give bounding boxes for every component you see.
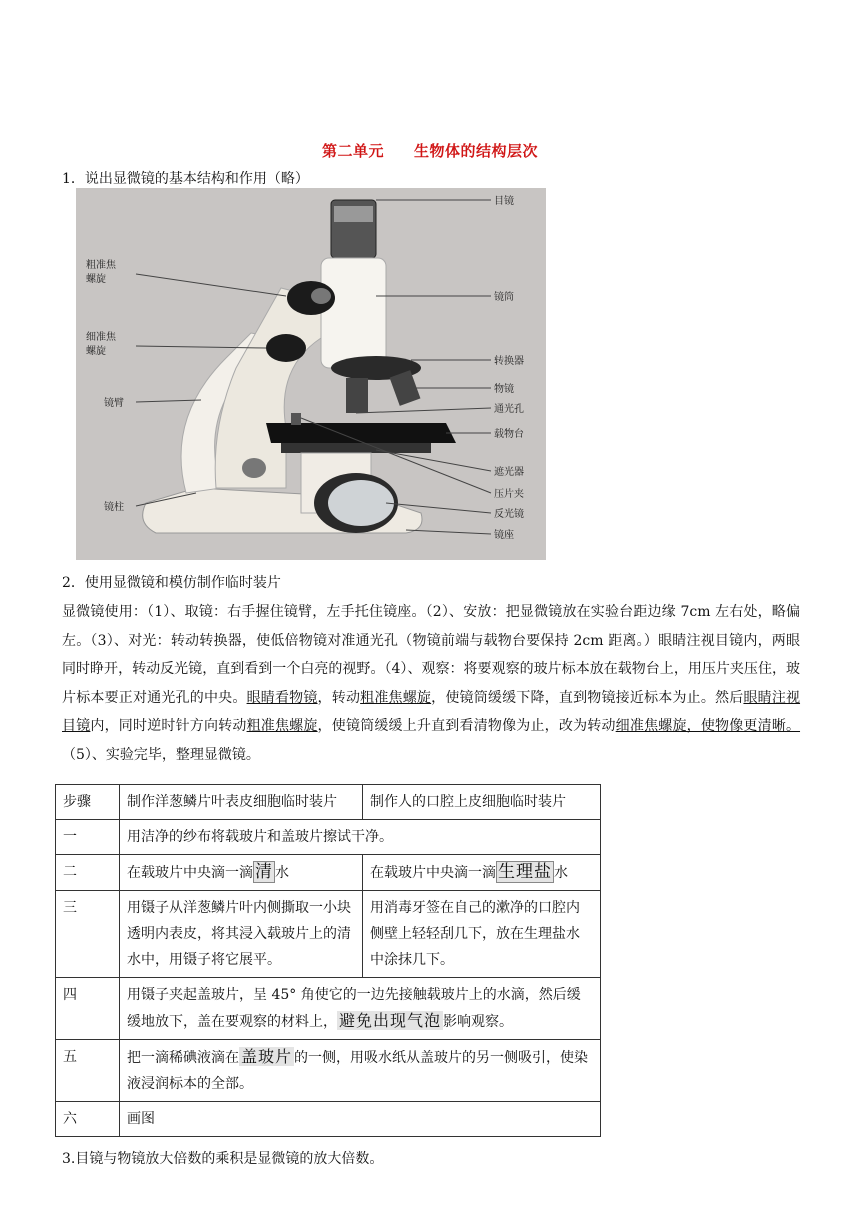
table-row	[56, 820, 601, 855]
cell-text: 水	[554, 865, 568, 881]
label-base: 镜座	[494, 530, 514, 541]
step-label: 五	[56, 1040, 120, 1102]
para-text-5: ，使镜筒缓缓上升直到看清物像为止，改为转动	[317, 718, 616, 734]
para-underline-2: 粗准焦螺旋	[360, 689, 432, 706]
label-coarse-adjust-1: 粗准焦	[86, 260, 116, 271]
table-row	[56, 855, 601, 891]
cell-text: 水	[275, 865, 289, 881]
para-underline-5: 细准焦螺旋，使物像更清晰。	[615, 718, 801, 734]
highlight-saline: 生理盐	[498, 862, 552, 882]
question-3: 3.目镜与物镜放大倍数的乘积是显微镜的放大倍数。	[62, 1151, 384, 1167]
step-text: 画图	[120, 1102, 601, 1137]
title-name: 生物体的结构层次	[414, 142, 539, 160]
question-2: 2．使用显微镜和模仿制作临时装片	[62, 575, 281, 591]
para-text-4: 内，同时逆时针方向转动	[90, 718, 247, 734]
step-text	[120, 978, 601, 1040]
procedure-table	[55, 784, 601, 1137]
label-fine-adjust-1: 细准焦	[86, 332, 116, 343]
header-onion: 制作洋葱鳞片叶表皮细胞临时装片	[120, 785, 363, 820]
table-row	[56, 891, 601, 978]
label-stage-clip: 压片夹	[494, 489, 524, 500]
label-coarse-adjust-2: 螺旋	[86, 274, 106, 285]
label-aperture: 通光孔	[494, 404, 524, 415]
para-underline-1: 眼睛看物镜	[246, 689, 318, 706]
usage-paragraph	[62, 598, 800, 769]
label-stage: 载物台	[494, 429, 524, 440]
cell-text: 用镊子夹起盖玻片，呈 45° 角使它的一边先接触载玻片上的水滴，然后缓缓地放下，盖在要观察的材料上，	[127, 987, 581, 1030]
label-nosepiece: 转换器	[494, 356, 524, 367]
label-tube: 镜筒	[494, 292, 514, 303]
para-text-3: ，使镜筒缓缓下降，直到物镜接近标本为止。然后	[431, 689, 744, 706]
table-header-row	[56, 785, 601, 820]
highlight-coverslip: 盖玻片	[241, 1047, 293, 1066]
label-arm: 镜臂	[104, 398, 124, 409]
label-mirror: 反光镜	[494, 509, 524, 520]
step-text: 用洁净的纱布将载玻片和盖玻片擦试干净。	[120, 820, 601, 855]
step-label: 二	[56, 855, 120, 891]
label-fine-adjust-2: 螺旋	[86, 346, 106, 357]
para-text-6: （5）、实验完毕，整理显微镜。	[62, 746, 260, 763]
header-step: 步骤	[56, 785, 120, 820]
table-row	[56, 978, 601, 1040]
cell-text: 在载玻片中央滴一滴	[127, 865, 253, 881]
para-text-1: 显微镜使用：（1）、取镜：右手握住镜臂，左手托住镜座。（2）、安放：把显微镜放在实验台距边缘 7cm 左右处，略偏左。（3）、对光：转动转换器，使低倍物镜对准通光孔（物镜前端与载物台要保持 2cm 距离。）眼睛注视目镜内，两眼同时睁开，转动反光镜，直到看到一个白亮的视野。（4）、观察：将要观察的玻片标本放在载物台上，用压片夹压住，玻片标本要正对通光孔的中央。	[62, 604, 800, 706]
label-objective: 物镜	[494, 384, 514, 395]
label-pillar: 镜柱	[104, 502, 124, 513]
para-text-2: ，转动	[317, 689, 361, 706]
microscope-figure	[76, 188, 546, 560]
header-cheek: 制作人的口腔上皮细胞临时装片	[363, 785, 601, 820]
step-text-onion	[120, 855, 363, 891]
label-diaphragm: 遮光器	[494, 467, 524, 478]
highlight-water: 清	[255, 862, 273, 882]
step-label: 三	[56, 891, 120, 978]
question-1: 1．说出显微镜的基本结构和作用（略）	[62, 171, 309, 187]
cell-text: 在载玻片中央滴一滴	[370, 865, 496, 881]
step-label: 四	[56, 978, 120, 1040]
page-title	[0, 140, 860, 161]
cell-text: 的一侧，用吸水纸从盖玻片的另一侧吸引，使染液浸润标本的全部。	[127, 1050, 589, 1092]
para-underline-3: 眼睛注视目镜	[62, 689, 801, 734]
para-underline-4: 粗准焦螺旋	[246, 718, 318, 734]
table-row	[56, 1102, 601, 1137]
step-text-onion: 用镊子从洋葱鳞片叶内侧撕取一小块透明内表皮，将其浸入载玻片上的清水中，用镊子将它展平。	[120, 891, 363, 978]
microscope-diagram	[76, 188, 546, 560]
title-unit: 第二单元	[321, 142, 384, 160]
highlight-avoid-bubbles: 避免出现气泡	[339, 1011, 442, 1030]
step-label: 一	[56, 820, 120, 855]
cell-text: 把一滴稀碘液滴在	[127, 1050, 239, 1066]
step-text-cheek: 用消毒牙签在自己的漱净的口腔内侧壁上轻轻刮几下，放在生理盐水中涂抹几下。	[363, 891, 601, 978]
table-row	[56, 1040, 601, 1102]
step-text	[120, 1040, 601, 1102]
label-eyepiece: 目镜	[494, 196, 514, 207]
cell-text: 影响观察。	[443, 1014, 514, 1030]
step-text-cheek	[363, 855, 601, 891]
step-label: 六	[56, 1102, 120, 1137]
